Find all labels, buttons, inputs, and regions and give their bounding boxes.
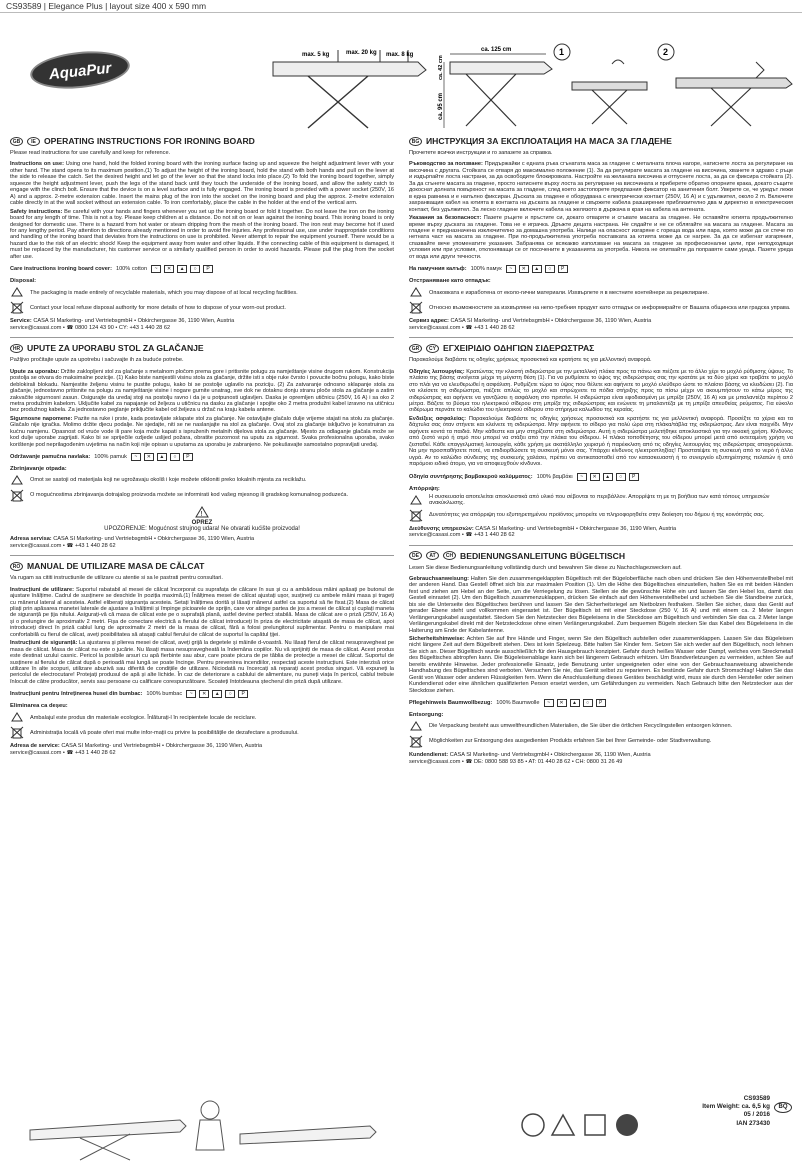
safety-paragraph: Instrucțiuni de siguranță: La ajustarea și plierea mesei de călcat, aveți grijă la degetele și mâinile d-voastră. Nu lăsați fierul de călcat nesupravegheat pe masa de călcat. Masa de călcat nu este o jucărie. Nu lăsați masa nesupravegheată la îndemâna copiilor. Nu vă sprijiniți de masa de călcat. Acest produs este destinat uzului casnic. Pericol la posibile arsuri cu apă fierbinte sau abur, care poate picura de pe tăblia de protecție a mesei de călcat. Suportul de susținere al fierului de călcat după o perioadă mai lungă se poate încinge. Pentru prevenirea incendiilor, respectați aceste instrucțiuni. Este interzisă orice utilizare în alte scopuri, utilizare abuzivă sau diferită de condițiile de utilizare. Niciodată nu încercați să reparați acest produs singuri. Vă expuneți la pericolul de electrocutare! Protejați produsul de apă și alte lichide. În caz de deteriorare a cablului de alimentare, nu puneți viața în pericol, cablul trebuie înlocuit de către producător, servis sau persoane cu calificare corespunzătoare. Scoateți întotdeauna ștecherul din priză după utilizare. <box>10 640 394 685</box>
recycling-icon <box>409 494 423 507</box>
section-heading <box>409 551 793 561</box>
product-code: CS93589 <box>743 1095 770 1102</box>
section-heading <box>409 136 793 146</box>
gs-mark-icon <box>614 1112 640 1138</box>
dimension-depth: ca. 42 cm <box>438 55 444 80</box>
country-code: RO <box>10 562 23 571</box>
service-info: Kundendienst: CASA SI Marketing- und VertriebsgmbH • Obkirchergasse 36, 1190 Wien, Austria service@casasi.com • ☎ DE: 0800 588 93 85 • AT: 01 440 28 62 • CH: 0800 31 26 49 <box>409 752 651 765</box>
certification-icon <box>582 1112 608 1138</box>
item-weight: Item Weight: ca. 6,5 kg <box>702 1103 770 1111</box>
country-code: BG <box>409 137 422 146</box>
intro-text: Прочетете всички инструкции и го запазете за справка. <box>409 150 553 156</box>
dimension-height: ca. 95 cm <box>438 92 444 120</box>
disposal-text-1: Die Verpackung besteht aus umweltfreundlichen Materialien, die Sie über die örtlichen Recyclingstellen entsorgen können. <box>429 723 733 730</box>
bin-icon <box>409 509 423 522</box>
disposal-text-1: Η συσκευασία αποτελείται αποκλειστικά από υλικό που σέβονται το περιβάλλον. Απορρίψτε τη με τη βοήθεια των κατά τόπους υπηρεσιών ανακύκλωσης. <box>429 493 770 506</box>
dimension-width: ca. 125 cm <box>481 47 512 53</box>
care-wash-icon: ~ ✕ ▲ ○ P <box>577 473 639 481</box>
care-row: Care instructions ironing board cover: 100% cotton ~ ✕ ▲ ○ P <box>10 265 394 273</box>
safety-paragraph: Safety instructions: Be careful with your hands and fingers whenever you set up the ironing board or fold it together. Do not leave the iron on the ironing board for any length of time. This is not a toy. Please keep children at a distance. Do not sit on or lean against the ironing board. This ironing board is only designed for domestic use. There is a hazard from hot water or steam dripping from the mesh of the ironing board. The iron rest may become hot if used for any lengthy period. Pay attention to directions already mentioned in order to avoid fire injuries. Any professional use, use under inappropriate conditions and handling of the ironing board that deviates from the instructions on use is prohibited. Never attempt to repair the equipment yourself. There would be a hazard due to the risk of an electric shock! Keep the equipment away from water and other liquids. If the connecting cable of this equipment is damaged, it must be replaced by the manufacturer, his customer service or a similarly qualified person in order to avoid hazards. Please pull the plug from the socket after use. <box>10 208 395 260</box>
intro-text: Please read instructions for use carefully and keep for reference. <box>10 150 171 156</box>
product-info <box>702 1095 770 1128</box>
service-info: Adresa de service: CASA SI Marketing- und VertriebsgmbH • Obkirchergasse 36, 1190 Wien, Austria service@casasi.com • ☎ +43 1 440 28 62 <box>10 743 263 756</box>
ian-number: IAN 273430 <box>736 1119 770 1127</box>
board-illustration <box>268 42 428 130</box>
ironing-sketch <box>10 1090 410 1162</box>
recycling-icon <box>409 720 423 733</box>
safety-paragraph: Ενδείξεις ασφαλείας: Παρακαλούμε διαβάστε τις οδηγίες χρήσεως προσεκτικά και κρατήστε τις για μελλοντική αναφορά. Προσέξτε τα χέρια και τα δάχτυλα σας όταν στήνετε και κλείνετε τη σιδερώστρα. Μην αφήνετε το σίδερο για πολύ ώρα στη πλάκα/τάβλα της σιδερώστρας. Δεν είναι παιχνίδι. Μην αφήνετε κοντά τα παιδιά. Μην κάθεστε και μην στηρίζεστε στη σιδερώστρα. Αυτή η σιδερώστρα μελετήθηκε αποκλειστικά για την οικιακή χρήση. Κίνδυνος από ζεστό νερό ή ατμό που μπορεί να στάξει από την πλάκα του σίδερου. Η πλάκα τοποθέτησης του σίδερου μπορεί μετά από εκτεταμένη χρήση να ζεσταθεί. Κάθε επαγγελματική λειτουργία, κάθε χρήση με ακατάλληλο χειρισμό ή παρέκκλιση από τις οδηγίες λειτουργίας της σιδερώστρας απαγορεύεται. Να μην προσπαθήσετε ποτέ, να επιδιορθώσετε τη συσκευή μόνοι σας. Υπάρχει κίνδυνος ηλεκτροπληξίας! Προστατέψτε τη συσκευή από το νερό ή άλλα υγρά. Αν το καλώδιο σύνδεσης της συσκευής χαλάσει, πρέπει να αντικατασταθεί από τον κατασκευαστή ή το συνεργείο εξυπηρέτησης πελατών ή από παρόμοιο ειδικό άτομο, για να αποφευχθούν κίνδυνοι. <box>409 415 794 468</box>
section-title: ИНСТРУКЦИЯ ЗА ЕКСПЛОАТАЦИЯ НА МАСА ЗА ГЛАДЕНЕ <box>426 136 672 146</box>
disposal-label: Disposal: <box>10 278 37 285</box>
section-ro <box>10 561 394 756</box>
intro-text: Lesen Sie diese Bedienungsanleitung vollständig durch und bewahren Sie diese zu Nachschlagezwecken auf. <box>409 564 682 571</box>
intro-text: Παρακαλούμε διαβάστε τις οδηγίες χρήσεως προσεκτικά και κρατήστε τις για μελλοντική αναφορά. <box>409 357 652 364</box>
country-code: HR <box>10 344 23 353</box>
max-weight-label-1: max. 5 kg <box>302 52 330 58</box>
service-info: Διεύθυνσης υπηρεσιών: CASA SI Marketing- und VertriebsgmbH • Obkirchergasse 36, 1190 Wien, Austria service@casasi.com • ☎ +43 1 440 28 62 <box>409 525 677 538</box>
left-column <box>10 136 394 762</box>
disposal-text-2: Contact your local refuse disposal authority for more details of how to dispose of your worn-out product. <box>30 304 286 311</box>
country-code: DE <box>409 551 422 560</box>
disposal-label: Entsorgung: <box>409 712 444 719</box>
disposal-text-2: O mogućnostima zbrinjavanja dotrajalog proizvoda možete se informirati kod vašeg mjesnog ili gradskog komunalnog poduzeća. <box>30 492 349 499</box>
safety-paragraph: Sigurnosne napomene: Pazite na ruke i prste, kada postavljate sklapate stol za glačanje. Ne ostavljajte glačalo dulje vrijeme stajati na stolu za glačanje. Glačalo nije igračka. Molimo držite djecu podalje. Ne sjedajte, niti se ne naslanjajte na stol za glačanje. Ovaj stol za glačanje isključivo je konstruiran za kućnu namjenu. Opasnost od vruće vode ili pare koja može kapati s ispruženih metalnih dijelova stola za glačanje. Mjesto za odlaganje glačala može se kod dulje uporabe zagrijati. Kako bi se spriječile ozljede uslijed požara, obratite pozornost na uputu za sigurnost. Svaka profesionalna uporaba, svako korištenje pod neprilagođenim uvjetima na način koji nije opisan u uputama za uporabu je zabranjeno. Ne pokušavajte samostalno popravljati uređaj. <box>10 415 394 448</box>
section-en <box>10 136 394 331</box>
section-title: BEDIENUNGSANLEITUNG BÜGELTISCH <box>460 550 626 561</box>
disposal-text-2: Δυνατότητες για απόρριψη του εξυπηρετημένου προϊόντος μπορείτε να πληροφορηθείτε στην διοίκηση του δήμου ή της κοινότητάς σας. <box>429 511 765 518</box>
bin-icon <box>409 735 423 748</box>
disposal-text-1: Опаковката е изработена от еколо-гични материали. Изхвърлете я в местните контейнери за рециклиране. <box>429 289 709 296</box>
section-hr <box>10 343 394 549</box>
care-wash-icon: ~ ✕ ▲ ○ P <box>506 265 568 273</box>
recycling-icon <box>10 474 24 487</box>
bin-icon <box>409 301 423 314</box>
service-info: Сервиз адрес: CASA SI Marketing- und VertriebsgmbH • Obkirchergasse 36, 1190 Wien, Austria service@casasi.com • ☎ +43 1 440 28 62 <box>409 318 652 331</box>
brand-logo: AquaPur <box>28 47 131 93</box>
recycling-icon <box>409 286 423 299</box>
section-de <box>409 551 793 766</box>
country-code: CY <box>426 344 439 353</box>
country-code: GB <box>10 137 23 146</box>
setup-step-2 <box>656 42 796 130</box>
care-wash-icon: ~ ✕ ▲ ○ P <box>131 453 193 461</box>
section-title: OPERATING INSTRUCTIONS FOR IRONING BOARD <box>44 136 255 146</box>
use-paragraph: Instructions on use: Using one hand, hold the folded ironing board with the ironing surface facing up and squeeze the height adjustment lever with your other hand. The stand opens to its maximum position.(1) To adjust the height of the ironing board, hold the stand with both hands and pull on the lever at the side to release the catch. Set the desired height and let go of the lever so that the stand locks into place.(2) To fold the ironing board together, simply squeeze the height adjustment lever, push the legs of the stand back until they touch the underside of the ironing board, and allow the safety catch to engage with the clinch bolt. Ensure that the device is on a level surface and is fully engaged. The ironing board is provided with a power socket (250V, 16 A) and a approx. 2-metre extension cable. Insert the mains plug of the iron into the socket on the ironing board and plug the approx. 2-metre extension cable directly in at the wall socket without an extension cable. To iron comfortably, place the cable in the holder at the end of the vertical arm. <box>10 161 394 207</box>
disposal-text-1: Ambalajul este produs din materiale ecologice. Înlăturați-l în recipientele locale de reciclare. <box>30 714 257 721</box>
section-heading <box>10 343 394 353</box>
document-header: CS93589 | Elegance Plus | layout size 400 x 590 mm <box>0 0 802 13</box>
disposal-text-2: Administrația locală vă poate oferi mai multe infor-mații cu privire la posibilitățile de dezafectare a produsului. <box>30 729 299 736</box>
section-heading <box>10 136 394 146</box>
recycling-icon <box>10 711 24 724</box>
section-heading <box>10 561 394 571</box>
country-code: IE <box>27 137 40 146</box>
disposal-label: Zbrinjavanje otpada: <box>10 466 67 473</box>
setup-step-1 <box>552 42 652 130</box>
disposal-text-2: Относно възможностите за изхвърляне на непо-требния продукт като отпадък се информирайте от Вашата общинска или градска управа. <box>429 304 791 311</box>
care-wash-icon: ~ ✕ ▲ ○ P <box>544 699 606 707</box>
step-1-number: 1 <box>559 47 565 57</box>
service-info: Service: CASA SI Marketing- und VertriebsgmbH • Obkirchergasse 36, 1190 Wien, Austria service@casasi.com • ☎ 0800 124 43 90 • CY: +43 1 440 28 62 <box>10 318 235 331</box>
section-title: ΕΓΧΕΙΡΙΔΙΟ ΟΔΗΓΙΩΝ ΣΙΔΕΡΩΣΤΡΑΣ <box>443 343 595 354</box>
intro-text: Va rugam sa cititi instructiunile de utilizare cu atentie si sa le pastrati pentru consultari. <box>10 575 223 582</box>
care-row: Οδηγία συντήρησης βαμβακερού καλύμματος: 100% βαμβάκι ~ ✕ ▲ ○ P <box>409 473 793 481</box>
warning-block: ! OPREZ UPOZORENJE: Mogućnost strujnog udara! Ne otvarati kućište proizvoda! <box>10 506 394 532</box>
care-row: Pflegehinweis Baumwollbezug: 100% Baumwolle ~ ✕ ▲ ○ P <box>409 699 793 707</box>
max-weight-label-3: max. 8 kg <box>386 52 414 58</box>
country-code: CH <box>443 551 456 560</box>
language-badge: BQ <box>774 1102 792 1113</box>
disposal-label: Απόρριψη: <box>409 485 440 492</box>
disposal-label: Отстраняване като отпадък: <box>409 278 491 285</box>
use-paragraph: Instrucțiuni de utilizare: Suportul rabatabil al mesei de călcat încorporat cu suprafața de călcare în sus și cu a ambădoua mâini apăsați pe butonul de ajustare înălțime. Cadrul de susținere se deschide în poziția maximă.(1) Înălțimea mesei de călcat ajustați ușor, susțineți cu ambele mâini masa și trageți cu mânerul lateral al acesteia. Astfel eliberați siguranța acesteia. Setați înălțimea dorită și lăsați mânerul astfel ca suportul să fie fixat.(2) Masa de călcat pliați prin apăsarea manetei laterale de ajustare a înălțimii și împinge picioarele de sprijin, care vor atinge partea de jos a mesei de călcat și cuplați maneta de siguranță pe țija nitului. Asigurați-vă că masa de călcat este pe o suprafață plană, astfel devine perfect stabilă. Masa de călcat are o priză (250V, 16 A) și o prelungire de aproximativ 2 metri. Fișa de conectare electrică a fierului de călcat introduceți în priza de electricitate atașată de masa de călcat, apoi introduceți direct în priză cablul lung de aproximativ 2 metri de la masa de călcat, fără a folosi prelungitorul suplimentar. Pentru o manipulare mai confortabilă cu fierul de călcat, aveți posibilitatea să atașați cablul fierului de călcat de suportul la capătul țijei. <box>10 586 394 638</box>
right-column <box>409 136 793 771</box>
section-heading <box>409 343 793 353</box>
disposal-label: Eliminarea ca deșeu: <box>10 703 68 710</box>
country-code: AT <box>426 551 439 560</box>
use-paragraph: Ръководство за ползване: Придържайки с едната ръка сгънатата маса за гладене с металната плоча нагоре, натиснете лоста за регулиране на височина с другата. Стойката се отваря до максимално положение (1). За да регулирате масата за гладене на височина, хванете я здраво с ръце и издърпайте лоста настрани, за да освободите блокировката. Настройте на желаната височина и отпуснете лоста, за да се фиксира стойката (2). За да сгънете масата за гладене, просто натиснете върху лоста за регулиране на височината и приберете обратно опорните крака, докато същите докоснат долната повърхност на масата за гладене, след което застопорете предпазния фиксатор на занитения болт. Уверете се, че уредът лежи в една равнина и е напълно фиксиран. Дъската за гладене е оборудвана с електрически контакт (250V, 16 A) и с удължител, около 2 m. Включете захранващия кабел на ютията в контакта на дъската за гладене и свържете кабела разширение приблизително два м директно в електрическия контакт, без удължител. За лесно гладене включете кабела на желязото в държача в края на кабела на антената. <box>409 161 793 213</box>
use-paragraph: Upute za uporabu: Držite zaklopljeni stol za glačanje s metalnom pločom prema gore i pritisnite polugu za namještanje visine drugom rukom. Konstrukcija postolja se otvara do maksimalne pozicije. (1) Kako biste namjestili visinu stola za glačanje, držite isti s obje ruke čvrsto i povucite bočnu polugu, kako biste deblokirali blokadu. Namjestite željenu visinu te pustite polugu, kako bi se postolje uglavilo na poziciju. (2) Za zatvaranje odnosno sklapanje stola za glačanje, jednostavno pritisnite na polugu za namještanje visine i nogare gurnite unatrag, sve dok ne dotaknu donju stranu ploče stola za glačanje a zatim zakvačite sigurnosni zasun. Osigurajte da uređaj stoji na postolju ravno i da je u potpunosti uglavljen. Daska je opremljen utičnicu (250V, 16 A) i sa oko 2 metra produžnim kabelom. Uključite kabel za napajanje od željeza u utičnicu na dasku za glačanje i spojite oko 2 metra produžni kabel izravno na utičnicu bez produžnog kabela. Za jednostavno peglanje priključite kabel od željeza u držač na kraju kabela antene. <box>10 368 394 414</box>
recycling-icon <box>520 1112 546 1138</box>
section-title: MANUAL DE UTILIZARE MASA DE CĂLCAT <box>27 561 205 572</box>
care-row: Održavanje pamučna navlaka: 100% pamuk ~ ✕ ▲ ○ P <box>10 453 394 461</box>
safety-paragraph: Sicherheitshinweise: Achten Sie auf Ihre Hände und Finger, wenn Sie den Bügeltisch aufstellen oder zusammenklappen. Lassen Sie das Bügeleisen nicht längere Zeit auf dem Bügelbrett stehen. Dies ist kein Spielzeug. Bitte halten Sie Kinder fern. Setzen Sie sich weder auf den Bügeltisch, noch lehnen Sie sich an. Dieser Bügeltisch wurde ausschließlich für den Hausgebrauch konzipiert. Gefahr durch heißes Wasser oder Dampf, welches vom Streckmetall des Bügeltisches abtropfen kann. Die Bügeleisenablage kann sich bei längerem Gebrauch erhitzen. Um Brandverletzungen zu vermeiden, achten Sie auf bereits erwähnte Hinweise. Jeder professionelle Einsatz, jede Benutzung unter ungeeigneten oder eine von der Gebrauchsanweisung abweichende Handhabung des Bügeltisches sind verboten. Versuchen Sie nie, das Gerät selbst zu reparieren. Es bestünde Gefahr durch Stromschlag! Halten Sie das Gerät von Wasser oder anderen Flüssigkeiten fern. Wenn die Anschlussleitung dieses Gerätes beschädigt wird, muss sie durch den Hersteller oder seinen Kundendienst oder eine ähnlichen qualifizierten Person ersetzt werden, um Gefährdungen zu vermeiden. Nach Gebrauch bitte den Netzstecker aus der Steckdose ziehen. <box>409 636 793 694</box>
warning-icon <box>195 506 209 518</box>
bin-icon <box>10 726 24 739</box>
disposal-text-1: The packaging is made entirely of recyclable materials, which you may dispose of at local recycling facilities. <box>30 289 298 296</box>
safety-paragraph: Указания за безопасност: Пазете ръцете и пръстите си, докато отваряте и сгъвате масата за гладене. Не оставяйте ютията продължително време върху дъската за гладене. Това не е играчка. Дръжте децата настрана. Не сядайте и не се облягайте на масата за гладене. Масата за гладене е предназначена изключително за домашна употреба. Налице на опасност изгаряне с гореща вода или пара, която може да се стече по нетната част на масата за гладене. При по-продължителна употреба поставката за ютията може да се нагрее. За да се избегнат изгаряния, спазвайте вече упоменатите указания. Забранява се всякакво използване на масата за гладене за професионални цели, при неподходящи условия или при условия, отклоняващи се от посочените в указанията за употреба. Никога не опитвайте да поправяте сами уреда. Пазете уреда от вода или други течности. <box>409 215 793 260</box>
service-info: Adresa servisa: CASA SI Marketing- und VertriebsgmbH • Obkirchergasse 36, 1190 Wien, Austria service@casasi.com • ☎ +43 1 440 28 62 <box>10 536 255 549</box>
date-code: 05 / 2016 <box>743 1111 770 1119</box>
section-gr <box>409 343 793 538</box>
section-title: UPUTE ZA UPORABU STOL ZA GLAČANJE <box>27 343 204 354</box>
use-paragraph: Gebrauchsanweisung: Halten Sie den zusammengeklappten Bügeltisch mit der Bügeloberfläche nach oben und drücken Sie den Höhenverstellhebel mit der anderen Hand. Das Gestell öffnet sich bis zur maximalen Position (1). Um die Höhe des Bügeltisches einzustellen, halten Sie es mit beiden Händen fest und ziehen am Hebel an der Seite, um die Verriegelung zu lösen. Stellen sie die gewünschte Höhe ein und lassen Sie den Hebel los, damit das Gestell einrastet (2). Um den Bügeltisch zusammenzuklappen, drücken Sie einfach auf den Höhenverstellhebel und schieben Sie die Standbeine zurück, bis sie die Unterseite des Bügeltisches berühren und lassen Sie den Sicherheitsriegel am Nietbolzen festhaken. Stellen Sie sicher, dass das Gerät auf gerader Ebene steht und vollkommen eingerastet ist. Der Bügeltisch ist mit einer Steckdose (250 V, 16 A) und mit einem ca. 2 Meter langen Verlängerungskabel ausgestattet. Stecken Sie den Netzstecker des Bügeleisens in die Steckdose am Bügeltisch und verbinden Sie das ca. 2 Meter lange Verlängerungskabel direkt mit der Netzsteckdose ohne einen Verlängerungskabel. Zum bequemen Bügeln stecken Sie das Kabel des Bügeleisens in die Halterung am Ende der Kabelantenne. <box>409 575 793 634</box>
recycling-icon <box>10 286 24 299</box>
svg-text:!: ! <box>200 511 203 519</box>
dimension-illustration <box>436 42 554 130</box>
disposal-text-2: Möglichkeiten zur Entsorgung des ausgedienten Produkts erfahren Sie bei Ihrer Gemeinde- oder Stadtverwaltung. <box>429 738 712 745</box>
care-wash-icon: ~ ✕ ▲ ○ P <box>151 265 213 273</box>
care-wash-icon: ~ ✕ ▲ ○ P <box>186 690 248 698</box>
max-weight-label-2: max. 20 kg <box>346 50 377 56</box>
bin-icon <box>10 301 24 314</box>
country-code: GR <box>409 344 422 353</box>
use-paragraph: Οδηγίες λειτουργίας: Κρατώντας την κλειστή σιδερώστρα με την μεταλλική πλάκα προς τα πάνω και πιέζετε με το άλλο χέρι το μοχλό ρύθμισης ύψους. Το πλαίσιο της βάσης ανοίγεται μέχρι τη μέγιστη θέση (1). Για να ρυθμίσετε το ύψος της σιδερώστρας σας την κρατάτε με τα δύο χέρια και τραβάτε το μοχλό στο πλάι για να ελευθερωθεί η ασφάλιση. Ρυθμίζετε τώρα το ύψος που θέλετε και αφήνετε το μοχλό ελεύθερο ώστε το πλαίσιο βάσης να κλειδώσει (2). Για να κλείσετε τη σιδερώστρα, πιέζετε απλώς το μοχλό και σπρώχνετε τα πόδια στήριξης προς τα πίσω μέχρι να ακουμπήσουν το κάτω μέρος της σιδερώστρας και αφήνετε να γαντζώσει η ασφάλιση στο πριτσίνι. Η σιδερώστρα είναι εφοδιασμένη με μπρίζα (250V, 16 A) και με μπαλαντέζα περίπου 2 μέτρα. Βάζετε το βύσμα του ηλεκτρικού σίδερου στη μπρίζα της σιδερώστρας και ενώνετε τη μπαλαντέζα με τη μπρίζα απευθείας ρεύματος. Για εύκολο σιδέρωμα περνάτε το καλώδιο του ηλεκτρικού σίδερου στο στήριγμα καλωδίου της κεραίας. <box>409 368 793 414</box>
step-2-number: 2 <box>663 47 669 57</box>
disposal-text-1: Omot se sastoji od materijala koji ne ugrožavaju okoliš i koje možete otkloniti preko lokalnih mjesta za reciklažu. <box>30 477 307 484</box>
intro-text: Pažljivo pročitajte upute za upotrebu i sačuvajte ih za buduće potrebe. <box>10 357 184 364</box>
care-row: Instrucțiuni pentru întreținerea husei din bumbac: 100% bumbac ~ ✕ ▲ ○ P <box>10 690 394 698</box>
section-bg <box>409 136 793 331</box>
safety-triangle-icon <box>550 1112 576 1138</box>
bin-icon <box>10 489 24 502</box>
care-row: На памучния калъф: 100% памук ~ ✕ ▲ ○ P <box>409 265 793 273</box>
footer <box>10 1090 792 1162</box>
